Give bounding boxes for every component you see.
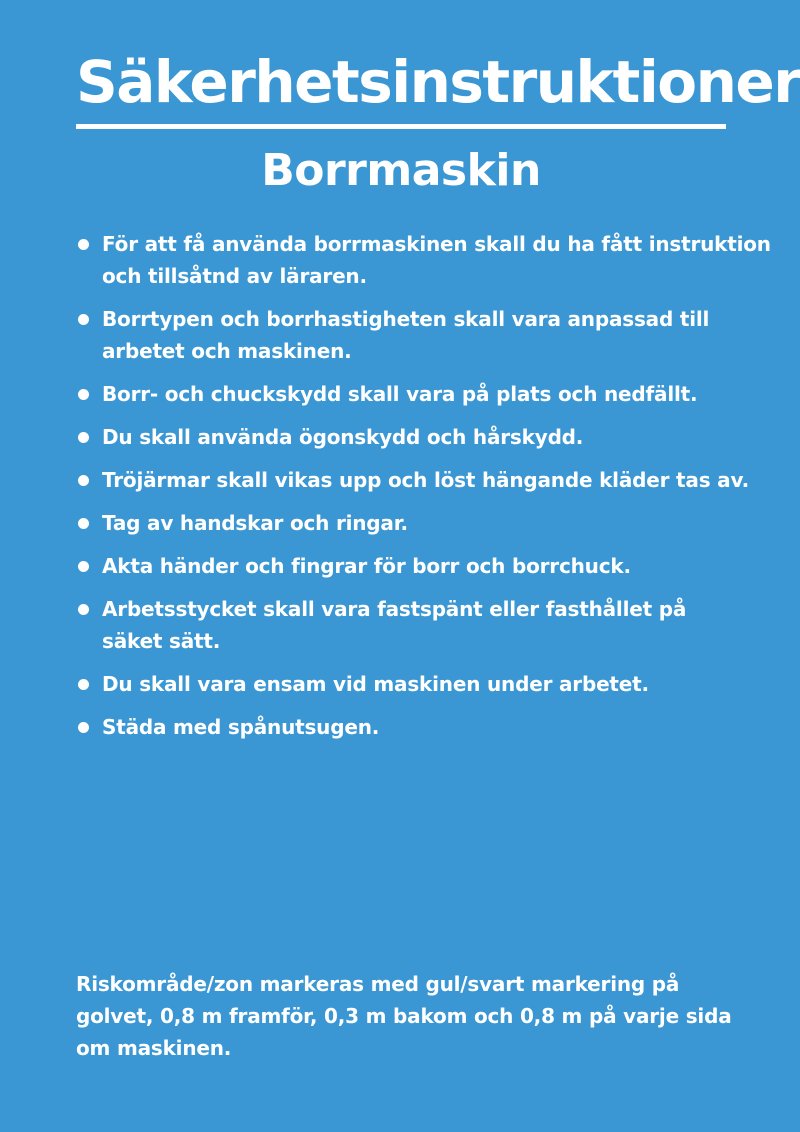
sign-subtitle: Borrmaskin <box>261 145 541 196</box>
bullet-icon <box>78 679 89 690</box>
safety-rule-text: Borr- och chuckskydd skall vara på plats och nedfällt. <box>102 382 698 406</box>
safety-rule <box>76 711 776 743</box>
title-divider <box>76 124 726 129</box>
bullet-icon <box>78 722 89 733</box>
safety-rule-text: Arbetsstycket skall vara fastspänt eller fasthållet på säket sätt. <box>102 597 687 653</box>
safety-rule-text: Städa med spånutsugen. <box>102 715 380 739</box>
bullet-icon <box>78 389 89 400</box>
safety-rule <box>76 593 702 657</box>
safety-rule <box>76 421 776 453</box>
sign-title: Säkerhetsinstruktioner <box>76 48 800 116</box>
safety-rule <box>76 228 782 292</box>
safety-rule <box>76 303 722 367</box>
safety-rule-text: Akta händer och fingrar för borr och borrchuck. <box>102 554 631 578</box>
safety-rule <box>76 507 776 539</box>
safety-rule-text: För att få använda borrmaskinen skall du ha fått instruktion och tillsåtnd av läraren. <box>102 232 771 288</box>
safety-rule <box>76 464 776 496</box>
bullet-icon <box>78 604 89 615</box>
safety-rule-text: Tröjärmar skall vikas upp och löst hängande kläder tas av. <box>102 468 750 492</box>
safety-rule <box>76 550 776 582</box>
safety-rule-text: Tag av handskar och ringar. <box>102 511 408 535</box>
safety-rule-text: Du skall vara ensam vid maskinen under arbetet. <box>102 672 649 696</box>
bullet-icon <box>78 518 89 529</box>
bullet-icon <box>78 314 89 325</box>
risk-zone-note: Riskområde/zon markeras med gul/svart markering på golvet, 0,8 m framför, 0,3 m bakom och 0,8 m på varje sida om maskinen. <box>76 972 732 1060</box>
safety-rule-text: Du skall använda ögonskydd och hårskydd. <box>102 425 584 449</box>
safety-rules-list <box>76 228 776 754</box>
bullet-icon <box>78 432 89 443</box>
safety-rule <box>76 378 776 410</box>
bullet-icon <box>78 475 89 486</box>
safety-rule <box>76 668 776 700</box>
bullet-icon <box>78 239 89 250</box>
safety-rule-text: Borrtypen och borrhastigheten skall vara anpassad till arbetet och maskinen. <box>102 307 710 363</box>
bullet-icon <box>78 561 89 572</box>
